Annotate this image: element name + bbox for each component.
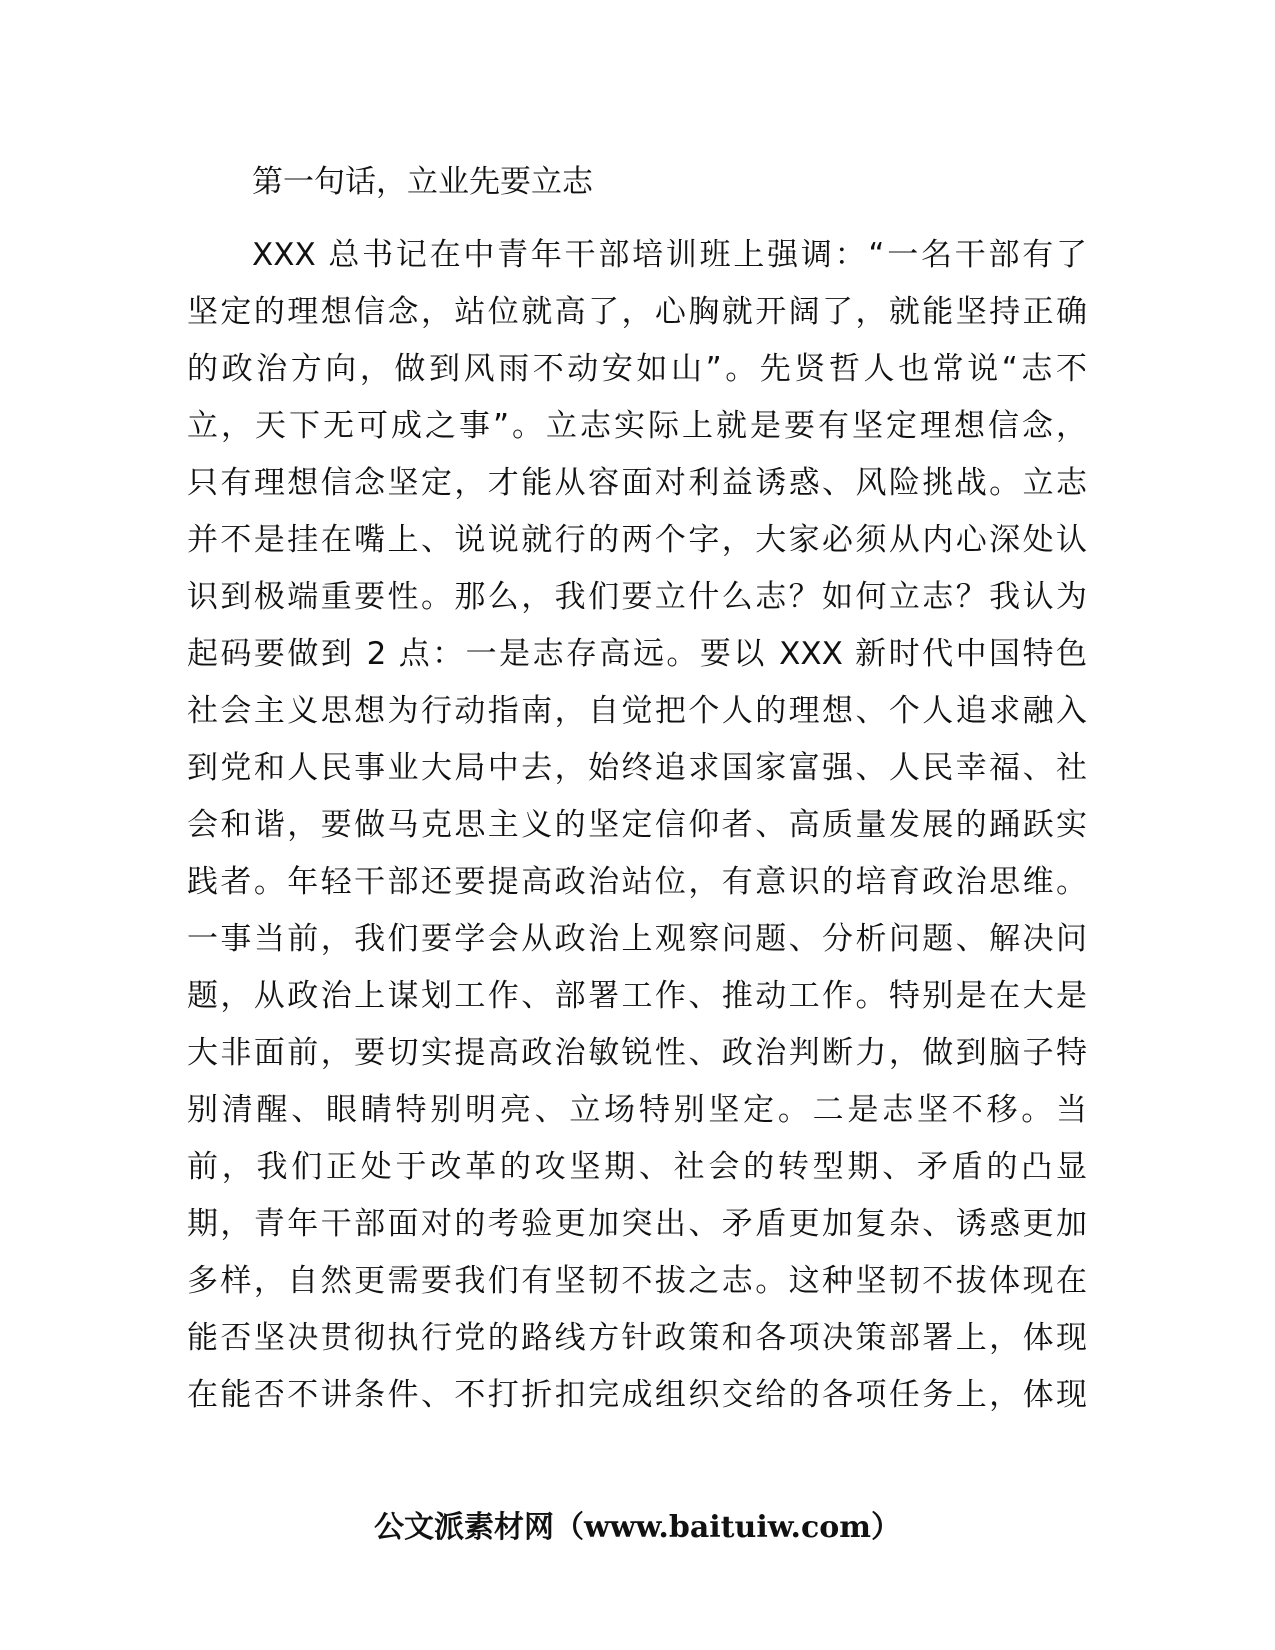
paragraph-line: 会和谐，要做马克思主义的坚定信仰者、高质量发展的踊跃实: [187, 807, 1087, 843]
paragraph-line: 只有理想信念坚定，才能从容面对利益诱惑、风险挑战。立志: [187, 465, 1087, 501]
paragraph-line: 起码要做到 2 点：一是志存高远。要以 XXX 新时代中国特色: [187, 636, 1087, 672]
paragraph-line: 期，青年干部面对的考验更加突出、矛盾更加复杂、诱惑更加: [187, 1206, 1087, 1242]
paragraph-line: 践者。年轻干部还要提高政治站位，有意识的培育政治思维。: [187, 864, 1087, 900]
paragraph-line: 前，我们正处于改革的攻坚期、社会的转型期、矛盾的凸显: [187, 1149, 1087, 1185]
paragraph-line: 社会主义思想为行动指南，自觉把个人的理想、个人追求融入: [187, 693, 1087, 729]
paragraph-line: 大非面前，要切实提高政治敏锐性、政治判断力，做到脑子特: [187, 1035, 1087, 1071]
section-heading: 第一句话，立业先要立志: [252, 164, 593, 200]
paragraph-line: 到党和人民事业大局中去，始终追求国家富强、人民幸福、社: [187, 750, 1087, 786]
paragraph-line: 多样，自然更需要我们有坚韧不拔之志。这种坚韧不拔体现在: [187, 1263, 1087, 1299]
paragraph-line: 别清醒、眼睛特别明亮、立场特别坚定。二是志坚不移。当: [187, 1092, 1087, 1128]
paragraph-line: 坚定的理想信念，站位就高了，心胸就开阔了，就能坚持正确: [187, 294, 1087, 330]
body-paragraph: [187, 227, 1087, 1424]
paragraph-line: 能否坚决贯彻执行党的路线方针政策和各项决策部署上，体现: [187, 1320, 1087, 1356]
paragraph-line: 的政治方向，做到风雨不动安如山”。先贤哲人也常说“志不: [187, 351, 1087, 387]
paragraph-line: 在能否不讲条件、不打折扣完成组织交给的各项任务上，体现: [187, 1377, 1087, 1413]
paragraph-line: 一事当前，我们要学会从政治上观察问题、分析问题、解决问: [187, 921, 1087, 957]
source-footer: 公文派素材网（www.baituiw.com）: [373, 1510, 902, 1545]
paragraph-line: XXX 总书记在中青年干部培训班上强调：“一名干部有了: [252, 237, 1087, 273]
paragraph-line: 题，从政治上谋划工作、部署工作、推动工作。特别是在大是: [187, 978, 1087, 1014]
paragraph-line: 立，天下无可成之事”。立志实际上就是要有坚定理想信念，: [187, 408, 1087, 444]
paragraph-line: 并不是挂在嘴上、说说就行的两个字，大家必须从内心深处认: [187, 522, 1087, 558]
paragraph-line: 识到极端重要性。那么，我们要立什么志？如何立志？我认为: [187, 579, 1087, 615]
